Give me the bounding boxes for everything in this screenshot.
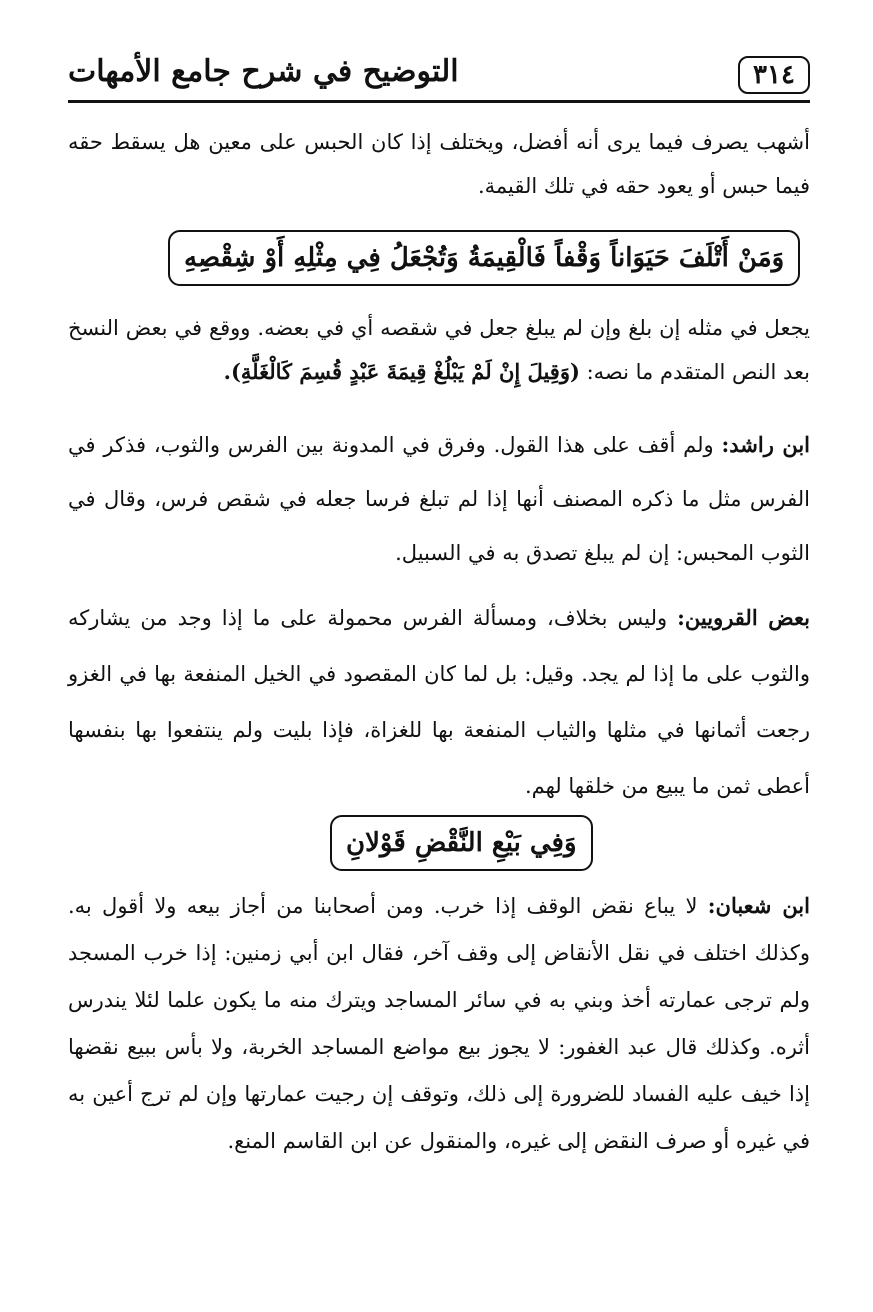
paragraph-4-text: وليس بخلاف، ومسألة الفرس محمولة على ما إذا وجد من يشاركه والثوب على ما إذا لم يجد. وقيل: بل لما كان المقصود في الخيل المنفعة بها في الغزو رجعت أثمانها في مثلها والثياب المنفعة بها للغزاة، فإذا بليت ولم ينتفعوا بها بنفسها أعطى ثمن ما يبيع من خلقها لهم. — [68, 606, 810, 798]
paragraph-2-quote: (وَقِيلَ إِنْ لَمْ يَبْلُغْ قِيمَةَ عَبْدٍ قُسِمَ كَالْغَلَّةِ). — [223, 359, 580, 384]
paragraph-2 — [68, 306, 810, 394]
paragraph-3 — [68, 418, 810, 580]
matn-box-1: وَمَنْ أَتْلَفَ حَيَوَاناً وَقْفاً فَالْقِيمَةُ وَتُجْعَلُ فِي مِثْلِهِ أَوْ شِقْصِهِ — [168, 230, 800, 286]
book-title: التوضيح في شرح جامع الأمهات — [68, 54, 459, 89]
paragraph-5-text: لا يباع نقض الوقف إذا خرب. ومن أصحابنا من أجاز بيعه ولا أقول به. وكذلك اختلف في نقل الأنقاض إلى وقف آخر، فقال ابن أبي زمنين: إذا خرب المسجد ولم ترجى عمارته أخذ وبني به في سائر المساجد ويترك منه ما يكون علما لئلا يندرس أثره. وكذلك قال عبد الغفور: لا يجوز بيع مواضع المساجد الخربة، ولا بأس ببيع نقضها إذا خيف عليه الفساد للضرورة إلى ذلك، وتوقف إن رجيت عمارتها وإن لم ترج أعين به في غيره أو صرف النقض إلى غيره، والمنقول عن ابن القاسم المنع. — [68, 894, 810, 1153]
paragraph-2-text: يجعل في مثله إن بلغ وإن لم يبلغ جعل في شقصه أي في بعضه. ووقع في بعض النسخ بعد النص المتقدم ما نصه: — [68, 316, 810, 384]
paragraph-1: أشهب يصرف فيما يرى أنه أفضل، ويختلف إذا كان الحبس على معين هل يسقط حقه فيما حبس أو يعود حقه في تلك القيمة. — [68, 130, 810, 198]
page-header — [68, 50, 810, 103]
paragraph-5 — [68, 882, 810, 1165]
matn-box-2: وَفِي بَيْعِ النَّقْضِ قَوْلانِ — [330, 815, 593, 871]
paragraph-4-author: بعض القرويين: — [677, 605, 810, 630]
paragraph-3-author: ابن راشد: — [721, 432, 810, 457]
paragraph-5-author: ابن شعبان: — [707, 893, 810, 918]
paragraph-3-text: ولم أقف على هذا القول. وفرق في المدونة بين الفرس والثوب، فذكر في الفرس مثل ما ذكره المصنف أنها إذا لم تبلغ فرسا جعله في شقص فرس، وقال في الثوب المحبس: إن لم يبلغ تصدق به في السبيل. — [68, 433, 810, 565]
paragraph-4 — [68, 590, 810, 814]
page-number: ٣١٤ — [738, 56, 810, 94]
